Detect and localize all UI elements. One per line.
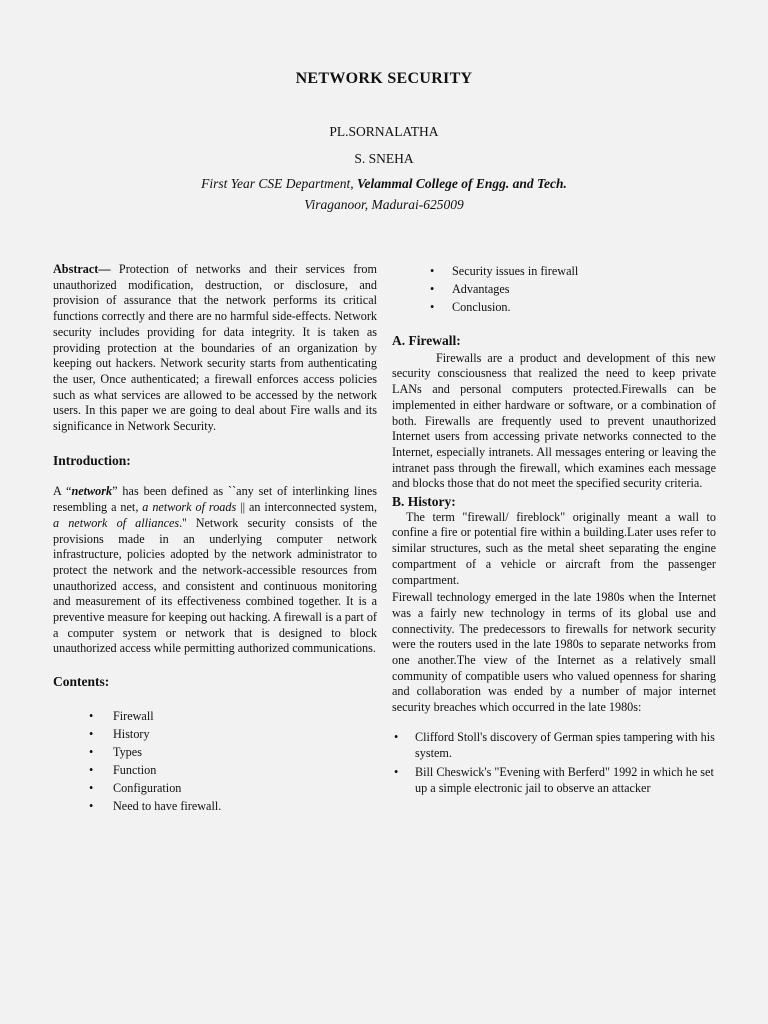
- bullet-icon: •: [89, 798, 94, 813]
- bullet-icon: •: [89, 744, 94, 759]
- history-paragraph-2: Firewall technology emerged in the late 1980s when the Internet was a fairly new technology in terms of its global use and connectivity. The predecessors to firewalls for network security were the routers used in the late 1980s to separate networks from one another.The view of the Internet as a relatively small community of compatible users who valued openness for sharing and collaboration was ended by a number of major internet security breaches which occurred in the late 1980s:: [392, 590, 716, 715]
- list-item: [392, 262, 716, 280]
- affiliation-dept: First Year CSE Department,: [201, 176, 354, 191]
- affiliation-location: Viraganoor, Madurai-625009: [304, 197, 464, 212]
- firewall-heading: A. Firewall:: [392, 333, 461, 348]
- left-column: [53, 262, 377, 815]
- list-item-label: Configuration: [113, 780, 182, 795]
- author-1: PL.SORNALATHA: [329, 124, 439, 139]
- list-item-label: Types: [113, 744, 142, 759]
- intro-text-4: .'' Network security consists of the provisions made in an underlying computer network infrastructure, policies adopted by the network administrator to protect the network and the network-accessible resources from unauthorized access, and consistent and continuous monitoring and measurement of its effectiveness combined together. It is a preventive measure for keeping out hacking. A firewall is a part of a computer system or network that is designed to block unauthorized access while permitting authorized communications.: [53, 515, 377, 656]
- contents-list: [53, 707, 377, 815]
- list-item: [53, 797, 377, 815]
- list-item-label: Conclusion.: [452, 300, 511, 314]
- bullet-icon: •: [89, 708, 94, 723]
- list-item-label: Advantages: [452, 282, 510, 296]
- list-item-label: Firewall: [113, 708, 154, 723]
- list-item-label: Security issues in firewall: [452, 264, 579, 278]
- contents-list-continued: [392, 262, 716, 316]
- contents-heading: Contents:: [53, 674, 110, 690]
- abstract-paragraph: [53, 262, 377, 435]
- introduction-paragraph: [53, 484, 377, 657]
- bullet-icon: •: [89, 780, 94, 795]
- abstract-label: Abstract—: [53, 262, 111, 276]
- bullet-icon: •: [394, 765, 399, 780]
- list-item-label: Bill Cheswick's "Evening with Berferd" 1992 in which he set up a simple electronic jail to observe an attacker: [415, 765, 714, 795]
- intro-network-word: network: [71, 484, 113, 499]
- paper-title: NETWORK SECURITY: [295, 70, 473, 87]
- bullet-icon: •: [89, 762, 94, 777]
- abstract-text: Protection of networks and their services from unauthorized modification, destruction, or disclosure, and provision of assurance that the network performs its critical functions correctly and there are no harmful side-effects. Network security includes providing for data integrity. It is taken as providing protection at the boundaries of an organization by keeping out hackers. Network security starts from authenticating the user, Once authenticated; a firewall enforces access policies such as what services are allowed to be accessed by the network users. In this paper we are going to deal about Fire walls and its significance in Network Security.: [53, 262, 377, 434]
- list-item: [392, 298, 716, 316]
- list-item: [392, 730, 716, 761]
- affiliation-college: Velammal College of Engg. and Tech.: [357, 176, 567, 191]
- list-item-label: Function: [113, 762, 157, 777]
- list-item: [392, 280, 716, 298]
- bullet-icon: •: [89, 726, 94, 741]
- list-item-label: Need to have firewall.: [113, 798, 222, 813]
- history-list: [392, 730, 716, 797]
- list-item: [53, 761, 377, 779]
- list-item-label: History: [113, 726, 150, 741]
- intro-text-3: || an interconnected system,: [236, 500, 377, 515]
- intro-text-1: A “: [53, 484, 72, 499]
- intro-italic-2: a network of alliances: [53, 515, 180, 530]
- intro-italic-1: a network of roads: [142, 500, 237, 515]
- history-paragraph-1: The term "firewall/ fireblock" originally meant a wall to confine a fire or potential fire within a building.Later uses refer to similar structures, such as the metal sheet separating the engine compartment of a vehicle or aircraft from the passenger compartment.: [392, 509, 716, 587]
- bullet-icon: •: [430, 300, 435, 314]
- introduction-heading: Introduction:: [53, 452, 131, 468]
- affiliation: [0, 176, 768, 192]
- list-item: [53, 725, 377, 743]
- author-2: S. SNEHA: [354, 151, 414, 166]
- right-column: [392, 262, 716, 801]
- list-item: [392, 765, 716, 796]
- bullet-icon: •: [430, 264, 435, 278]
- bullet-icon: •: [394, 729, 399, 744]
- intro-text-2: ” has been defined as ``any set of interlinking lines resembling a net,: [53, 484, 377, 515]
- firewall-paragraph: Firewalls are a product and development of this new security consciousness that realized the need to keep private LANs and personal computers protected.Firewalls can be implemented in either hardware or software, or a combination of both. Firewalls are frequently used to prevent unauthorized Internet users from accessing private networks connected to the Internet, especially intranets. All messages entering or leaving the intranet pass through the firewall, which examines each message and blocks those that do not meet the specified security criteria.: [392, 350, 716, 491]
- history-heading: B. History:: [392, 494, 456, 510]
- list-item-label: Clifford Stoll's discovery of German spies tampering with his system.: [415, 729, 715, 760]
- list-item: [53, 743, 377, 761]
- list-item: [53, 707, 377, 725]
- list-item: [53, 779, 377, 797]
- bullet-icon: •: [430, 282, 435, 296]
